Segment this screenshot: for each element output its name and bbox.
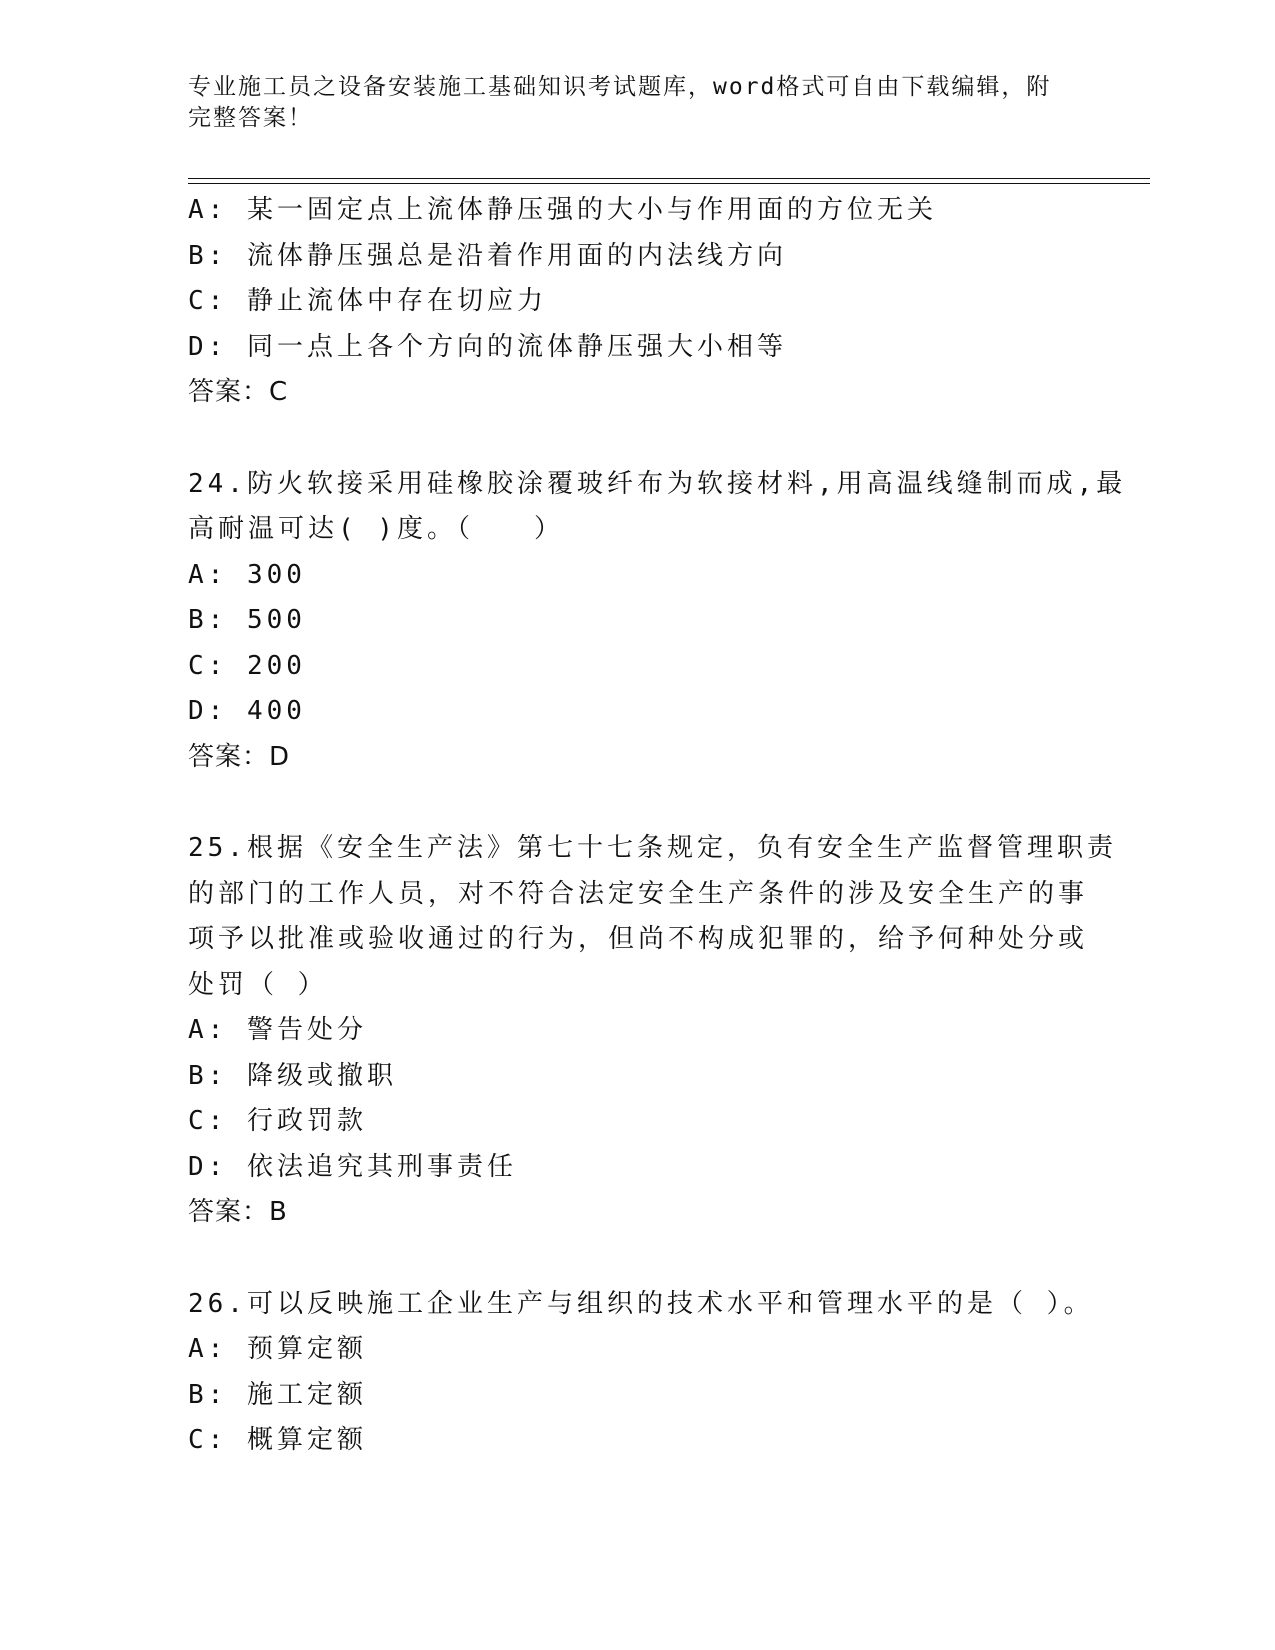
option-a: A: 警告处分 — [188, 1015, 367, 1045]
header-divider-bottom — [188, 183, 1150, 184]
option-c: C: 行政罚款 — [188, 1106, 367, 1136]
question-list — [188, 188, 1127, 1464]
question-stem-line: 的部门的工作人员，对不符合法定安全生产条件的涉及安全生产的事 — [188, 878, 1089, 909]
option-a: A: 某一固定点上流体静压强的大小与作用面的方位无关 — [188, 195, 937, 225]
question-stem-line: 处罚（ ） — [188, 969, 328, 1000]
option-b: B: 500 — [188, 605, 306, 635]
question-stem-line: 项予以批准或验收通过的行为，但尚不构成犯罪的，给予何种处分或 — [188, 924, 1089, 954]
answer-line: 答案：D — [188, 741, 291, 772]
option-d: D: 同一点上各个方向的流体静压强大小相等 — [188, 331, 787, 362]
question-stem-line: 高耐温可达( )度。（ ） — [188, 514, 564, 544]
header-divider-top — [188, 178, 1150, 179]
question-block — [188, 462, 1127, 781]
answer-line: 答案：C — [188, 377, 289, 407]
option-d: D: 依法追究其刑事责任 — [188, 1151, 517, 1182]
document-header-title: 专业施工员之设备安装施工基础知识考试题库，word格式可自由下载编辑，附完整答案！ — [188, 74, 1052, 131]
option-b: B: 施工定额 — [188, 1379, 367, 1410]
question-block — [188, 188, 1088, 416]
question-block — [188, 1282, 1094, 1464]
option-c: C: 概算定额 — [188, 1425, 367, 1455]
option-d: D: 400 — [188, 696, 306, 726]
question-stem-line: 26.可以反映施工企业生产与组织的技术水平和管理水平的是（ ）。 — [188, 1288, 1094, 1319]
question-stem-line: 24.防火软接采用硅橡胶涂覆玻纤布为软接材料,用高温线缝制而成,最 — [188, 468, 1127, 499]
spacer — [188, 780, 1088, 826]
spacer — [188, 416, 1088, 462]
option-a: A: 300 — [188, 559, 306, 590]
question-block — [188, 826, 1117, 1236]
option-c: C: 静止流体中存在切应力 — [188, 286, 547, 316]
option-b: B: 降级或撤职 — [188, 1060, 397, 1091]
option-b: B: 流体静压强总是沿着作用面的内法线方向 — [188, 240, 787, 271]
option-c: C: 200 — [188, 650, 306, 681]
option-a: A: 预算定额 — [188, 1334, 367, 1364]
spacer — [188, 1236, 1088, 1282]
question-stem-line: 25.根据《安全生产法》第七十七条规定，负有安全生产监督管理职责 — [188, 833, 1117, 863]
answer-line: 答案：B — [188, 1197, 288, 1227]
